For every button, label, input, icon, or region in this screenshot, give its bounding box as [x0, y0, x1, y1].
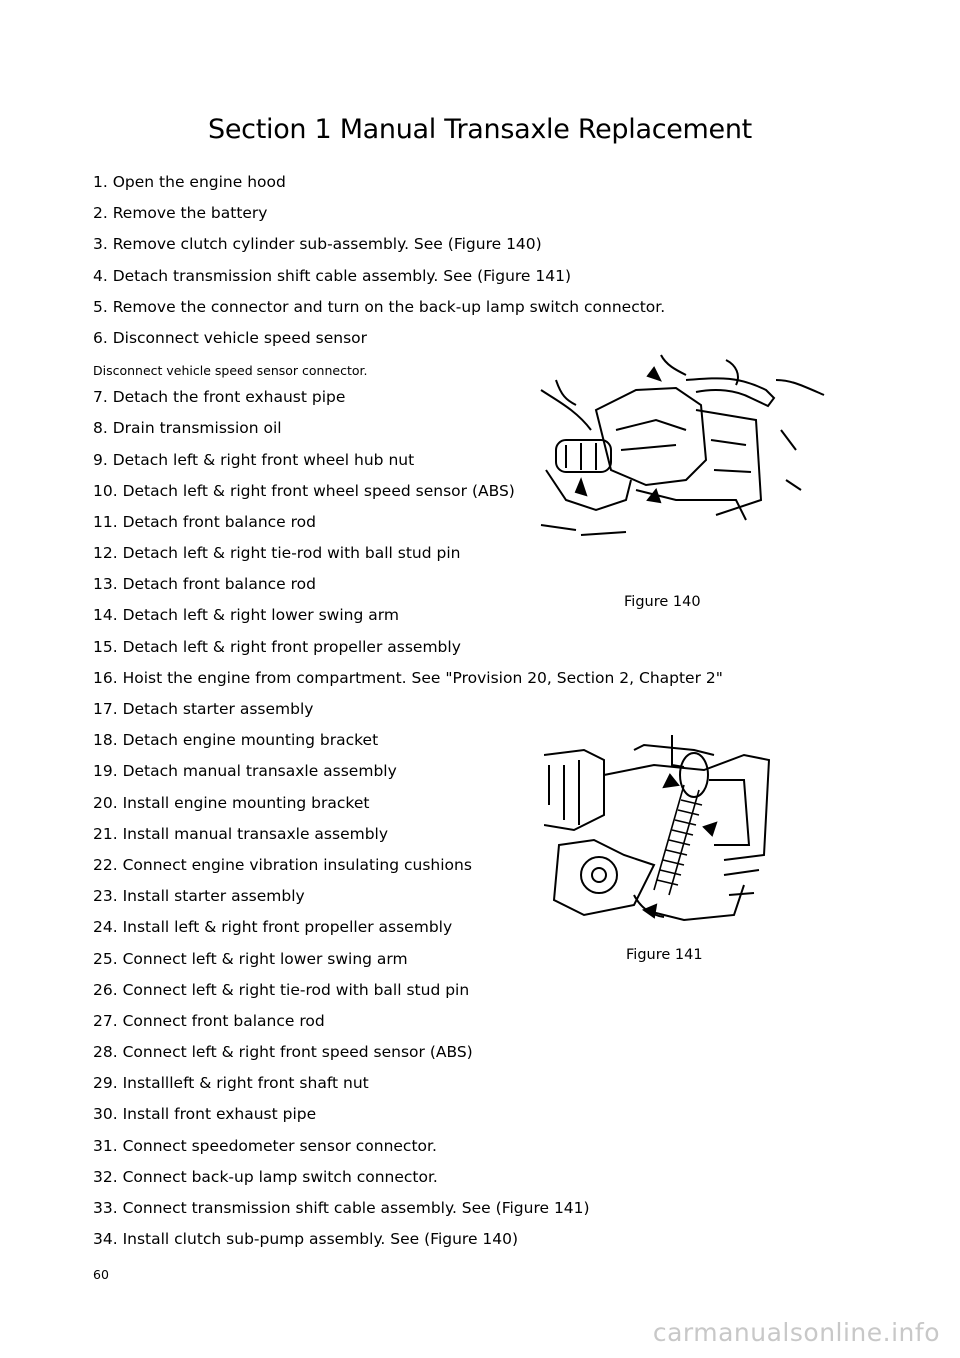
step-11: 11. Detach front balance rod: [93, 512, 317, 531]
step-16: 16. Hoist the engine from compartment. See "Provision 20, Section 2, Chapter 2": [93, 668, 723, 687]
step-1: 1. Open the engine hood: [93, 173, 286, 191]
step-26: 26. Connect left & right tie-rod with ball stud pin: [93, 980, 470, 999]
step-29: 29. Installleft & right front shaft nut: [93, 1074, 369, 1093]
step-18: 18. Detach engine mounting bracket: [93, 731, 379, 750]
step-25: 25. Connect left & right lower swing arm: [93, 949, 408, 968]
step-30: 30. Install front exhaust pipe: [93, 1105, 317, 1124]
figure-141-illustration: [544, 735, 774, 935]
step-32: 32. Connect back-up lamp switch connector.: [93, 1167, 438, 1186]
step-13: 13. Detach front balance rod: [93, 575, 317, 594]
step-20: 20. Install engine mounting bracket: [93, 793, 370, 812]
step-28: 28. Connect left & right front speed sensor (ABS): [93, 1043, 473, 1062]
step-15: 15. Detach left & right front propeller assembly: [93, 637, 461, 656]
step-7: 7. Detach the front exhaust pipe: [93, 388, 346, 407]
step-3: 3. Remove clutch cylinder sub-assembly. See (Figure 140): [93, 235, 542, 254]
step-17: 17. Detach starter assembly: [93, 700, 314, 718]
figure-140-illustration: [536, 350, 826, 560]
step-6-note: Disconnect vehicle speed sensor connector.: [93, 363, 368, 379]
step-19: 19. Detach manual transaxle assembly: [93, 762, 397, 781]
watermark: carmanualsonline.info: [652, 1318, 940, 1347]
step-22: 22. Connect engine vibration insulating cushions: [93, 855, 472, 874]
step-31: 31. Connect speedometer sensor connector.: [93, 1136, 437, 1155]
step-12: 12. Detach left & right tie-rod with ball stud pin: [93, 544, 461, 563]
step-34: 34. Install clutch sub-pump assembly. See (Figure 140): [93, 1230, 519, 1249]
figure-141-caption: Figure 141: [626, 947, 703, 963]
page-number: 60: [93, 1267, 109, 1282]
figure-140-caption: Figure 140: [624, 594, 701, 610]
step-24: 24. Install left & right front propeller assembly: [93, 918, 453, 937]
step-8: 8. Drain transmission oil: [93, 419, 282, 438]
page-title: Section 1 Manual Transaxle Replacement: [208, 114, 752, 145]
step-23: 23. Install starter assembly: [93, 887, 305, 906]
step-14: 14. Detach left & right lower swing arm: [93, 606, 399, 625]
step-21: 21. Install manual transaxle assembly: [93, 824, 389, 843]
step-5: 5. Remove the connector and turn on the back-up lamp switch connector.: [93, 297, 666, 316]
step-33: 33. Connect transmission shift cable assembly. See (Figure 141): [93, 1199, 590, 1217]
step-2: 2. Remove the battery: [93, 204, 268, 223]
step-27: 27. Connect front balance rod: [93, 1011, 325, 1030]
procedure-steps: [93, 171, 793, 1259]
step-10: 10. Detach left & right front wheel speed sensor (ABS): [93, 481, 515, 500]
step-9: 9. Detach left & right front wheel hub nut: [93, 450, 415, 469]
step-4: 4. Detach transmission shift cable assembly. See (Figure 141): [93, 266, 572, 285]
step-6: 6. Disconnect vehicle speed sensor: [93, 328, 367, 347]
